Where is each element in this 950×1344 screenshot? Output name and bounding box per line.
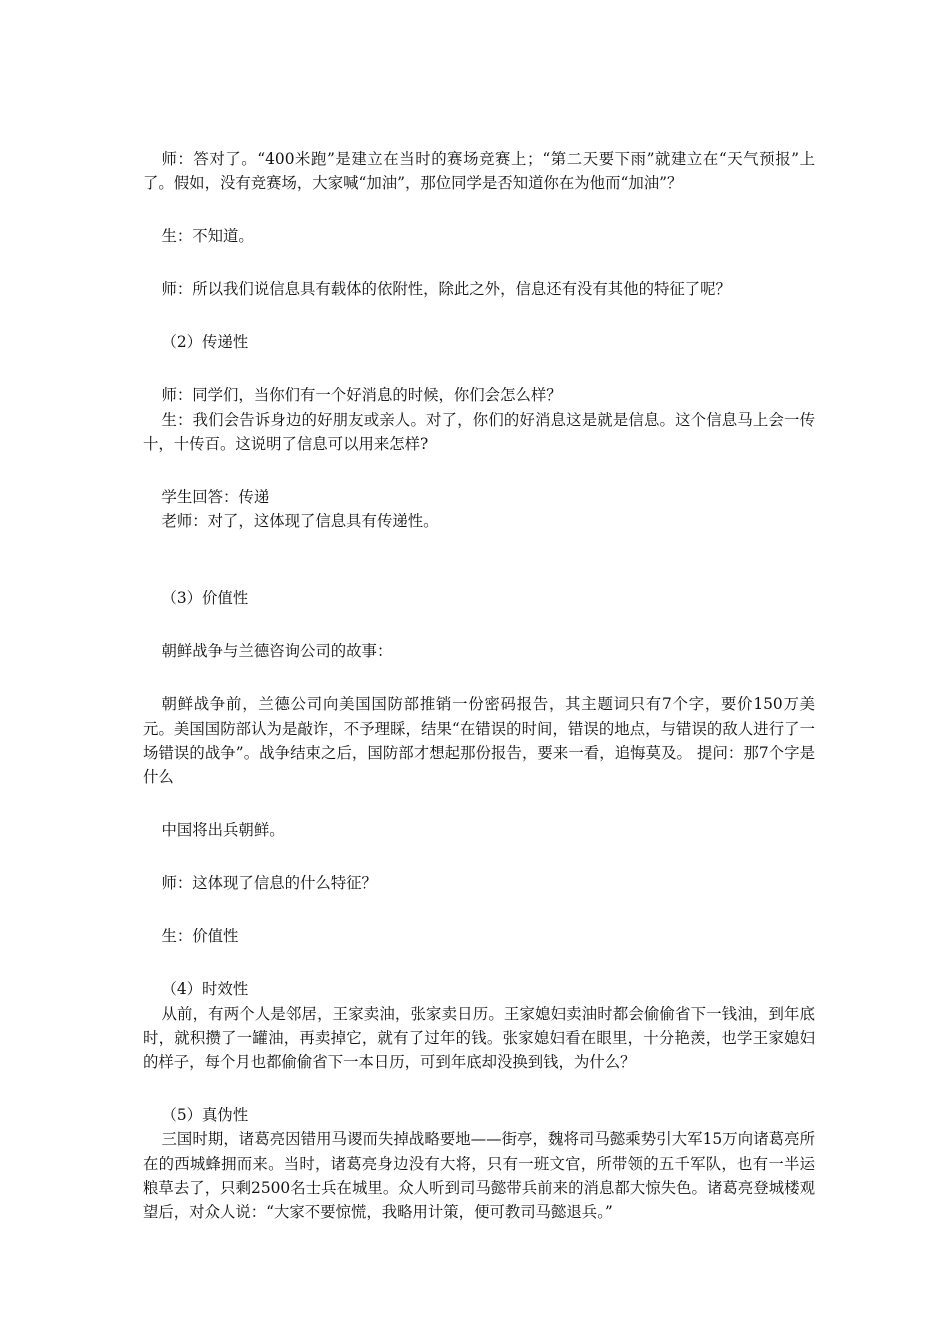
paragraph-oil-calendar-story: 从前，有两个人是邻居，王家卖油，张家卖日历。王家媳妇卖油时都会偷偷省下一钱油，到年底时，就积攒了一罐油，再卖掉它，就有了过年的钱。张家媳妇看在眼里，十分艳羡，也学王家媳妇的样子，每个月也都偷偷省下一本日历，可到年底却没换到钱，为什么？ [143, 1004, 815, 1072]
paragraph-teacher-question: 师：所以我们说信息具有载体的依附性，除此之外，信息还有没有其他的特征了呢？ [161, 280, 731, 299]
paragraph-student-reply: 生：不知道。 [161, 227, 254, 246]
section-heading-value: （3）价值性 [161, 589, 249, 608]
section-heading-authenticity: （5）真伪性 [161, 1106, 249, 1125]
section-heading-timeliness: （4）时效性 [161, 980, 249, 999]
paragraph-three-kingdoms-story: 三国时期，诸葛亮因错用马谡而失掉战略要地——街亭，魏将司马懿乘势引大军15万向诸葛亮所在的西城蜂拥而来。当时，诸葛亮身边没有大将，只有一班文官，所带领的五千军队，也有一半运粮草去了，只剩2500名士兵在城里。众人听到司马懿带兵前来的消息都大惊失色。诸葛亮登城楼观望后，对众人说：“大家不要惊慌，我略用计策，便可教司马懿退兵。” [143, 1130, 815, 1222]
paragraph-student-answer-transmit: 学生回答：传递 [161, 487, 270, 506]
paragraph-student-tell-friends: 生：我们会告诉身边的好朋友或亲人。对了，你们的好消息这是就是信息。这个信息马上会一传十，十传百。这说明了信息可以用来怎样? [143, 410, 815, 453]
paragraph-teacher-which-feature: 师：这体现了信息的什么特征？ [161, 874, 377, 893]
paragraph-seven-words: 中国将出兵朝鲜。 [161, 821, 285, 840]
paragraph-student-value: 生：价值性 [161, 927, 239, 946]
paragraph-rand-story: 朝鲜战争前，兰德公司向美国国防部推销一份密码报告，其主题词只有7个字，要价150万美元。美国国防部认为是敲诈，不予理睬，结果“在错误的时间，错误的地点，与错误的敌人进行了一场错误的战争”。战争结束之后，国防部才想起那份报告，要来一看，追悔莫及。 提问：那7个字是什么 [143, 695, 815, 787]
paragraph-teacher-good-news: 师：同学们，当你们有一个好消息的时候，你们会怎么样？ [161, 386, 562, 405]
paragraph-story-title: 朝鲜战争与兰德咨询公司的故事： [161, 642, 393, 661]
document-body [143, 147, 815, 1225]
paragraph-teacher-confirm: 老师：对了，这体现了信息具有传递性。 [161, 512, 439, 531]
paragraph-teacher-answer: 师：答对了。“400米跑”是建立在当时的赛场竞赛上；“第二天要下雨”就建立在“天气预报”上了。假如，没有竞赛场，大家喊“加油”，那位同学是否知道你在为他而“加油”？ [143, 150, 815, 193]
section-heading-transmission: （2）传递性 [161, 333, 249, 352]
